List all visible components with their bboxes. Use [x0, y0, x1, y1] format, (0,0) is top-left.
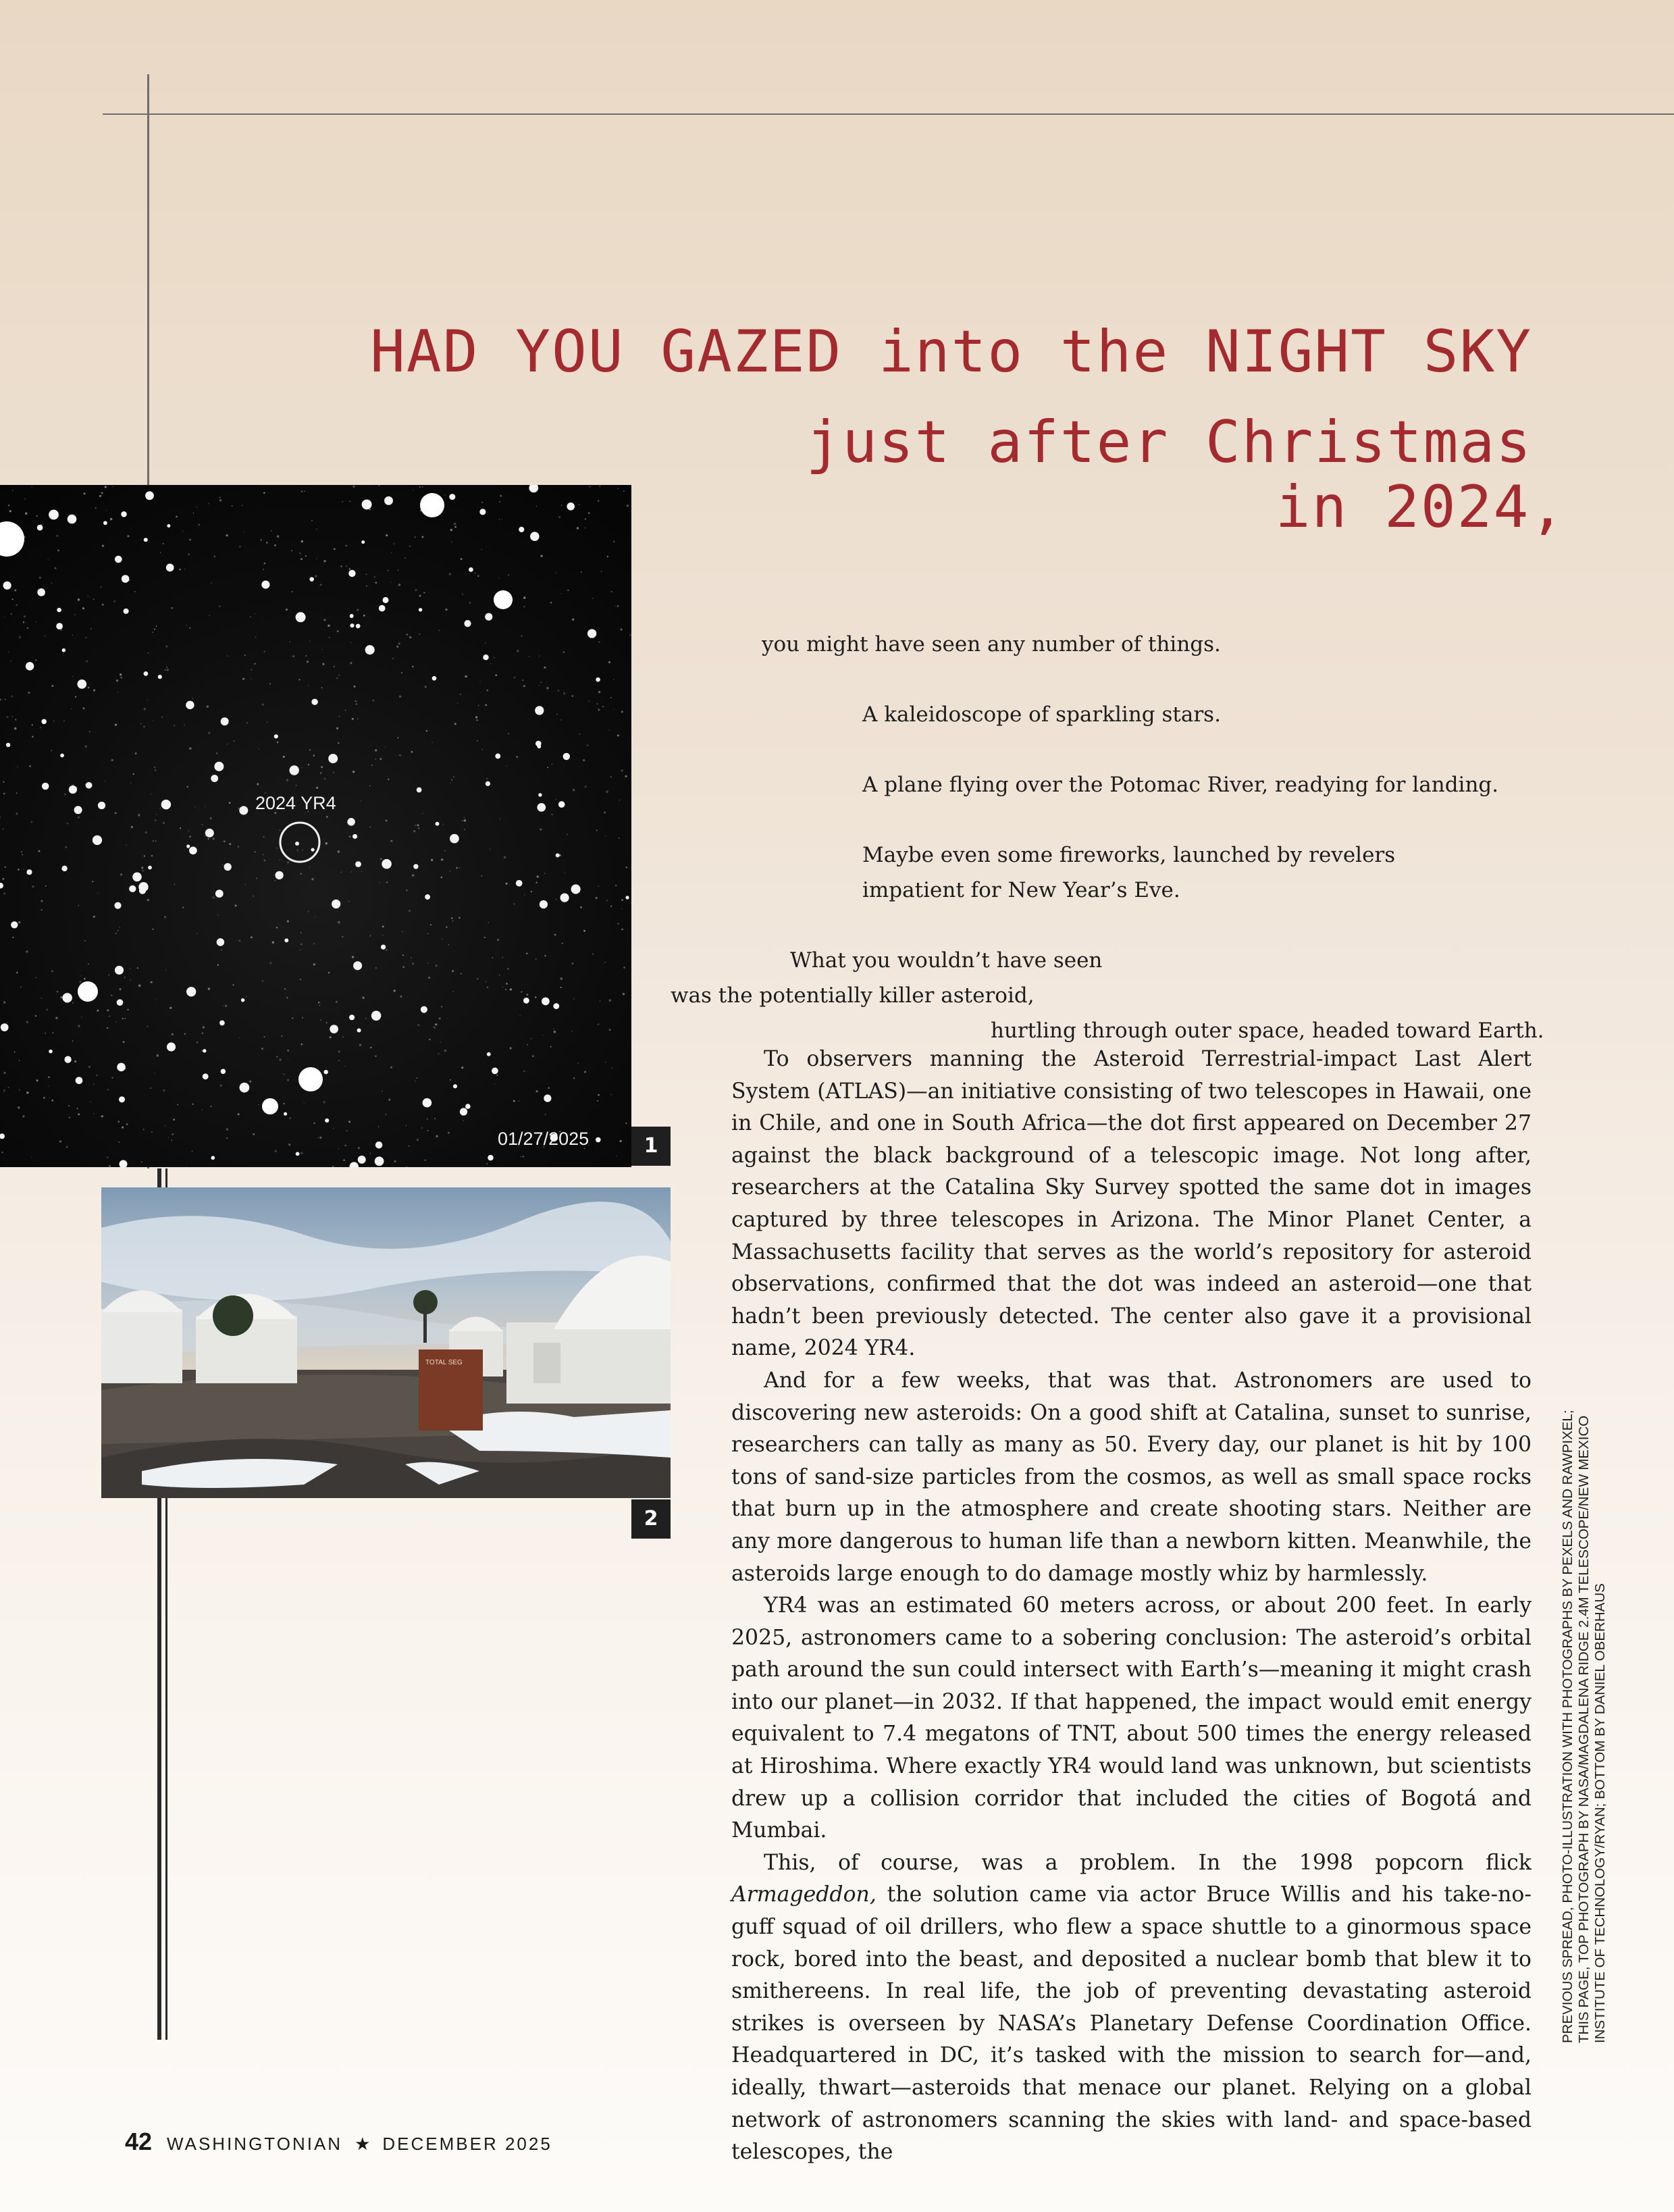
intro-line-1: you might have seen any number of things. — [762, 632, 1221, 657]
paragraph-1: To observers manning the Asteroid Terrestrial-impact Last Alert System (ATLAS)—an initiative consisting of two telescopes in Hawaii, one in Chile, and one in South Africa—the dot first appeared on December 27 against the black background of a telescopic image. Not long after, researchers at the Catalina Sky Survey spotted the same dot in images captured by three telescopes in Arizona. The Minor Planet Center, a Massachusetts facility that serves as the world’s repository for asteroid observations, confirmed that the dot was indeed an asteroid—one that hadn’t been previously detected. The center also gave it a provisional name, 2024 YR4. — [731, 1047, 1532, 1361]
asteroid-label: 2024 YR4 — [255, 793, 336, 813]
paragraph-4-start: This, of course, was a problem. In the 1998 popcorn flick — [764, 1850, 1532, 1875]
intro-line-5c: hurtling through outer space, headed toward Earth. — [991, 1019, 1544, 1043]
intro-line-3: A plane flying over the Potomac River, readying for landing. — [862, 773, 1499, 797]
intro-line-2: A kaleidoscope of sparkling stars. — [862, 702, 1221, 727]
photo-credit-line-1: PREVIOUS SPREAD, PHOTO-ILLUSTRATION WITH PHOTOGRAPHS BY PEXELS AND RAWPIXEL; — [1560, 1410, 1575, 2043]
page-number: 42 — [125, 2128, 153, 2155]
headline-line-3: in 2024, — [1275, 473, 1566, 541]
paragraph-4 — [731, 1847, 1532, 2169]
film-title: Armageddon, — [731, 1882, 877, 1907]
star-icon: ★ — [355, 2134, 371, 2154]
intro-line-5a: What you wouldn’t have seen — [790, 948, 1103, 973]
article-body — [731, 1044, 1532, 2169]
observatory-image — [101, 1187, 671, 1498]
telescope-photo — [0, 485, 631, 1167]
intro-line-4b: impatient for New Year’s Eve. — [862, 878, 1180, 902]
top-rule — [103, 113, 1674, 115]
intro-line-4a: Maybe even some fireworks, launched by revelers — [862, 843, 1396, 867]
container-sign: TOTAL SEG — [425, 1359, 463, 1366]
paragraph-4-end: the solution came via actor Bruce Willis and his take-no-guff squad of oil drillers, who flew a space shuttle to a ginormous space rock, bored into the beast, and deposited a nuclear bomb that blew it to smithereens. In real life, the job of preventing devastating asteroid strikes is overseen by NASA’s Planetary Defense Coordination Office. Headquartered in DC, it’s tasked with the mission to search for—and, ideally, thwart—asteroids that menace our planet. Relying on a global network of astronomers scanning the skies with land- and space-based telescopes, the — [731, 1882, 1532, 2165]
headline-line-2: just after Christmas — [806, 409, 1532, 476]
photo-number-1: 1 — [631, 1127, 671, 1166]
photo-credit — [1560, 1410, 1608, 2043]
observatory-photo — [101, 1187, 671, 1498]
issue-date: DECEMBER 2025 — [382, 2134, 552, 2154]
folio — [125, 2128, 552, 2156]
paragraph-3: YR4 was an estimated 60 meters across, or about 200 feet. In early 2025, astronomers came to a sobering conclusion: The asteroid’s orbital path around the sun could intersect with Earth’s—meaning it might crash into our planet—in 2032. If that happened, the impact would emit energy equivalent to 7.4 megatons of TNT, about 500 times the energy released at Hiroshima. Where exactly YR4 would land was unknown, but scientists drew up a collision corridor that included the cities of Bogotá and Mumbai. — [731, 1593, 1532, 1843]
paragraph-2: And for a few weeks, that was that. Astronomers are used to discovering new asteroids: On a good shift at Catalina, sunset to sunrise, researchers can tally as many as 50. Every day, our planet is hit by 100 tons of sand-size particles from the cosmos, as well as small space rocks that burn up in the atmosphere and create shooting stars. Neither are any more dangerous to human life than a newborn kitten. Meanwhile, the asteroids large enough to do damage mostly whiz by harmlessly. — [731, 1368, 1532, 1586]
photo-credit-line-2: THIS PAGE, TOP PHOTOGRAPH BY NASA/MAGDALENA RIDGE 2.4M TELESCOPE/NEW MEXICO — [1576, 1415, 1592, 2043]
asteroid-circle-icon — [278, 821, 321, 864]
photo-number-2: 2 — [631, 1499, 671, 1539]
magazine-name: WASHINGTONIAN — [167, 2134, 343, 2154]
photo-credit-line-3: INSTITUTE OF TECHNOLOGY/RYAN; BOTTOM BY DANIEL OBERHAUS — [1592, 1583, 1608, 2043]
headline-line-1: HAD YOU GAZED into the NIGHT SKY — [370, 318, 1532, 386]
photo-date: 01/27/2025 — [498, 1129, 590, 1149]
intro-line-5b: was the potentially killer asteroid, — [671, 983, 1035, 1008]
